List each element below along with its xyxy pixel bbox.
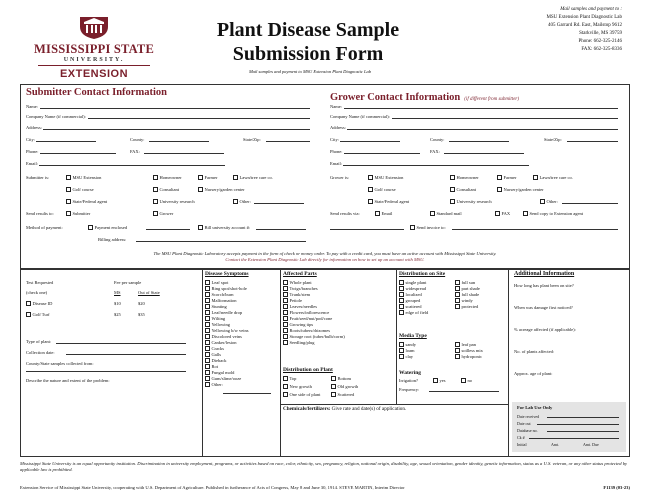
checkbox-icon[interactable] — [455, 292, 460, 297]
checkbox-icon[interactable] — [205, 382, 210, 387]
site-distribution-option-5[interactable]: edge of field — [399, 310, 428, 316]
grower-opt-nursery[interactable]: Nursery/garden center — [497, 187, 544, 193]
additional-info-section: Additional Information How long has plant been on site? When was damage first noticed? % acreage affected (if applicable): No. of plants affected: Approx. age of plant: — [514, 271, 576, 376]
affected-part-option-0[interactable]: Whole plant — [283, 280, 395, 286]
grower-opt-consultant[interactable]: Consultant — [450, 187, 476, 193]
site-exposure-option-0[interactable]: full sun — [455, 280, 480, 286]
checkbox-icon[interactable] — [399, 280, 404, 285]
grower-company-field[interactable] — [392, 114, 618, 119]
checkbox-icon[interactable] — [283, 310, 288, 315]
grower-opt-other[interactable]: Other: — [540, 199, 558, 205]
checkbox-icon[interactable] — [399, 354, 404, 359]
media-type-option-alt-2[interactable]: hydroponic — [455, 354, 483, 360]
distribution-site-section: Distribution on Site single plant widespread localized grouped scattered edge of field full sun part shade full shade windy protected Media Type sandy loam clay leaf pan soilless mix hydroponic Watering Irrigation? yes no Frequency: — [399, 271, 507, 396]
symptom-option-5[interactable]: Leaf/needle drop — [205, 310, 279, 316]
symptom-option-4[interactable]: Stunting — [205, 304, 279, 310]
logo-extension: EXTENSION — [59, 68, 129, 80]
checkbox-icon[interactable] — [399, 292, 404, 297]
affected-part-option-9[interactable]: Storage root (tuber/bulb/corm) — [283, 334, 395, 340]
checkbox-icon[interactable] — [399, 304, 404, 309]
test-disease-id[interactable]: Disease ID — [26, 301, 52, 307]
send-invoice-field[interactable] — [452, 225, 618, 230]
checkbox-icon[interactable] — [283, 298, 288, 303]
symptom-option-17[interactable]: Other: — [205, 382, 279, 388]
submitter-state-zip-field[interactable] — [266, 137, 310, 142]
site-exposure-option-2[interactable]: full shade — [455, 292, 480, 298]
grower-city-field[interactable] — [340, 137, 400, 142]
affected-part-option-5[interactable]: Flowers/inflorescence — [283, 310, 395, 316]
checkbox-icon[interactable] — [455, 342, 460, 347]
submitter-city-field[interactable] — [36, 137, 96, 142]
msu-extension-logo — [28, 14, 160, 80]
media-type-option-alt-0[interactable]: leaf pan — [455, 342, 483, 348]
checkbox-icon[interactable] — [205, 286, 210, 291]
lab-use-box: For Lab Use Only Date received Date out Database no. Ck # Initial Amt. Amt. Due — [512, 402, 626, 452]
checkbox-icon[interactable] — [283, 316, 288, 321]
dist-top[interactable]: Top — [283, 376, 296, 382]
grower-section: Grower Contact Information (if different from submitter) Name: Company Name (if commercial): Address: City: County: State/Zip: Phone: FAX: Email: Grower is: MSU Extension Homeowner Farmer Lawn/tree care co. Golf course Consultant Nursery/garden center State/Federal agent University research Other: Send results via: Email Standard mail FAX Send copy to Extension agent Send invoice to: — [330, 87, 625, 262]
collection-date-field[interactable] — [66, 350, 186, 355]
checkbox-icon[interactable] — [205, 280, 210, 285]
send-results-submitter[interactable]: Submitter — [66, 211, 90, 217]
checkbox-icon[interactable] — [399, 298, 404, 303]
dist-new-growth[interactable]: New growth — [283, 384, 312, 390]
symptom-option-11[interactable]: Cracks — [205, 346, 279, 352]
form-title: Plant Disease Sample Submission Form — [216, 19, 400, 65]
site-distribution-option-0[interactable]: single plant — [399, 280, 428, 286]
grower-opt-golf-course[interactable]: Golf course — [368, 187, 396, 193]
media-type-option-2[interactable]: clay — [399, 354, 416, 360]
submitter-opt-university[interactable]: University research — [153, 199, 195, 205]
submitter-email-field[interactable] — [39, 161, 225, 166]
dist-old-growth[interactable]: Old growth — [331, 384, 358, 390]
symptom-option-3[interactable]: Malformation — [205, 298, 279, 304]
checkbox-icon[interactable] — [455, 280, 460, 285]
logo-title: MISSISSIPPI STATE — [34, 42, 154, 56]
site-exposure-option-1[interactable]: part shade — [455, 286, 480, 292]
checkbox-icon[interactable] — [205, 328, 210, 333]
checkbox-icon[interactable] — [399, 342, 404, 347]
submitter-opt-lawn-tree[interactable]: Lawn/tree care co. — [233, 175, 273, 181]
grower-opt-lawn-tree[interactable]: Lawn/tree care co. — [533, 175, 573, 181]
grower-opt-homeowner[interactable]: Homeowner — [450, 175, 479, 181]
affected-part-option-8[interactable]: Roots/tubers/rhizomes — [283, 328, 395, 334]
checkbox-icon[interactable] — [283, 322, 288, 327]
symptom-option-15[interactable]: Fungal mold — [205, 370, 279, 376]
checkbox-icon[interactable] — [399, 310, 404, 315]
symptom-option-6[interactable]: Wilting — [205, 316, 279, 322]
submitter-heading: Submitter Contact Information — [26, 87, 167, 98]
footer-publication: Extension Service of Mississippi State University, cooperating with U.S. Department of Agriculture. Published in furtherance of Acts of Congress, May 8 and June 30, 1914. STEVE MARTIN, Interim Director F1139 (03-23) — [20, 485, 630, 490]
symptom-option-12[interactable]: Galls — [205, 352, 279, 358]
msu-seal-icon — [78, 14, 110, 40]
checkbox-icon[interactable] — [205, 370, 210, 375]
submitter-opt-farmer[interactable]: Farmer — [198, 175, 218, 181]
test-golf-turf[interactable]: Golf Turf — [26, 312, 50, 318]
submitter-address-field[interactable] — [43, 125, 310, 130]
checkbox-icon[interactable] — [283, 304, 288, 309]
checkbox-icon[interactable] — [399, 348, 404, 353]
checkbox-icon[interactable] — [455, 286, 460, 291]
checkbox-icon[interactable] — [455, 354, 460, 359]
site-distribution-option-1[interactable]: widespread — [399, 286, 428, 292]
symptom-option-13[interactable]: Dieback — [205, 358, 279, 364]
payment-enclosed[interactable]: Payment enclosed — [88, 225, 127, 231]
submitter-opt-golf-course[interactable]: Golf course — [66, 187, 94, 193]
submitter-opt-other[interactable]: Other: — [233, 199, 251, 205]
checkbox-icon[interactable] — [205, 346, 210, 351]
site-exposure-option-4[interactable]: protected — [455, 304, 480, 310]
form-subtitle: Mail samples and payment to MSU Extension Plant Diagnostic Lab — [248, 69, 372, 74]
affected-part-option-3[interactable]: Petiole — [283, 298, 395, 304]
dist-one-side[interactable]: One side of plant — [283, 392, 320, 398]
checkbox-icon[interactable] — [283, 286, 288, 291]
checkbox-icon[interactable] — [205, 310, 210, 315]
symptom-option-0[interactable]: Leaf spot — [205, 280, 279, 286]
symptom-option-9[interactable]: Discolored veins — [205, 334, 279, 340]
symptom-option-10[interactable]: Canker/lesion — [205, 340, 279, 346]
media-type-option-0[interactable]: sandy — [399, 342, 416, 348]
grower-address-field[interactable] — [347, 125, 618, 130]
grower-name-field[interactable] — [344, 104, 618, 109]
submitter-section: Submitter Contact Information Name: Company Name (if commercial): Address: City: County: State/Zip: Phone: FAX: Email: Submitter is: MSU Extension Homeowner Farmer Lawn/tree care co. Golf course Consultant Nursery/garden center State/Federal agent University research Other: Send results to: Submitter Grower Method of payment: Payment enclosed Bill university account #: Billing address: — [26, 87, 316, 262]
checkbox-icon[interactable] — [205, 364, 210, 369]
submitter-opt-nursery[interactable]: Nursery/garden center — [198, 187, 245, 193]
type-of-plant-field[interactable] — [56, 339, 186, 344]
logo-university: UNIVERSITY. — [63, 57, 125, 63]
checkbox-icon[interactable] — [205, 316, 210, 321]
checkbox-icon[interactable] — [455, 298, 460, 303]
checkbox-icon[interactable] — [283, 334, 288, 339]
grower-opt-msu-extension[interactable]: MSU Extension — [368, 175, 403, 181]
affected-part-option-7[interactable]: Growing tips — [283, 322, 395, 328]
checkbox-icon[interactable] — [283, 328, 288, 333]
dist-bottom[interactable]: Bottom — [331, 376, 351, 382]
disease-symptoms-list: Disease Symptoms Leaf spot Ring spot/shot-hole Scorch/burn Malformation Stunting Leaf/needle drop Wilting Yellowing Yellowing b/w veins Discolored veins Canker/lesion Cracks Galls Dieback Rot Fungal mold Gum/slime/ooze Other: — [205, 271, 279, 394]
site-distribution-option-4[interactable]: scattered — [399, 304, 428, 310]
lab-address: Mail samples and payment to : MSU Extension Plant Diagnostic Lab 405 Garrard Rd. East, Mailstop 9612 Starkville, MS 39759 Phone: 662-325-2146 FAX: 662-325-8336 — [546, 7, 622, 52]
grower-heading: Grower Contact Information (if different from submitter) — [330, 92, 520, 103]
submitter-opt-consultant[interactable]: Consultant — [153, 187, 179, 193]
billing-address-field[interactable] — [136, 237, 306, 242]
checkbox-icon[interactable] — [205, 352, 210, 357]
submitter-company-field[interactable] — [88, 114, 310, 119]
submitter-county-field[interactable] — [149, 137, 209, 142]
site-exposure-option-3[interactable]: windy — [455, 298, 480, 304]
site-distribution-option-2[interactable]: localized — [399, 292, 428, 298]
checkbox-icon[interactable] — [205, 304, 210, 309]
site-distribution-option-3[interactable]: grouped — [399, 298, 428, 304]
irrigation-no[interactable]: no — [461, 378, 472, 384]
checkbox-icon[interactable] — [455, 348, 460, 353]
checkbox-icon[interactable] — [205, 340, 210, 345]
grower-opt-farmer[interactable]: Farmer — [497, 175, 517, 181]
checkbox-icon[interactable] — [283, 280, 288, 285]
grower-fax-field[interactable] — [444, 149, 524, 154]
send-via-fax[interactable]: FAX — [495, 211, 510, 217]
submitter-opt-msu-extension[interactable]: MSU Extension — [66, 175, 101, 181]
grower-phone-field[interactable] — [344, 149, 420, 154]
send-via-standard-mail[interactable]: Standard mail — [430, 211, 462, 217]
tests-section: Test Requested Fee per sample (check one) MS Out of State Disease ID $10 $20 Golf Turf $25 $35 — [26, 280, 160, 317]
symptom-option-14[interactable]: Rot — [205, 364, 279, 370]
symptom-option-2[interactable]: Scorch/burn — [205, 292, 279, 298]
send-via-email[interactable]: Email — [375, 211, 392, 217]
media-type-option-1[interactable]: loam — [399, 348, 416, 354]
submitter-opt-state-federal[interactable]: State/Federal agent — [66, 199, 107, 205]
checkbox-icon[interactable] — [205, 358, 210, 363]
submitter-phone-field[interactable] — [40, 149, 116, 154]
grower-county-field[interactable] — [449, 137, 509, 142]
checkbox-icon[interactable] — [205, 322, 210, 327]
symptom-option-7[interactable]: Yellowing — [205, 322, 279, 328]
checkbox-icon[interactable] — [399, 286, 404, 291]
symptom-option-1[interactable]: Ring spot/shot-hole — [205, 286, 279, 292]
checkbox-icon[interactable] — [205, 334, 210, 339]
frequency-field[interactable] — [429, 387, 499, 392]
affected-part-option-4[interactable]: Leaves/needles — [283, 304, 395, 310]
affected-part-option-2[interactable]: Trunk/stem — [283, 292, 395, 298]
affected-part-option-6[interactable]: Fruit/seed/nut/pod/cone — [283, 316, 395, 322]
affected-parts-list: Affected Parts Whole plant Twigs/branches Trunk/stem Petiole Leaves/needles Flowers/inflorescence Fruit/seed/nut/pod/cone Growing tips Roots/tubers/rhizomes Storage root (tuber/bulb/corm) Seedling/plug — [283, 271, 395, 346]
bill-university-account[interactable]: Bill university account #: — [198, 225, 250, 231]
symptom-option-8[interactable]: Yellowing b/w veins — [205, 328, 279, 334]
send-invoice-to[interactable]: Send invoice to: — [410, 225, 446, 231]
checkbox-icon[interactable] — [205, 376, 210, 381]
submitter-opt-homeowner[interactable]: Homeowner — [153, 175, 182, 181]
checkbox-icon[interactable] — [283, 292, 288, 297]
submitter-fax-field[interactable] — [144, 149, 224, 154]
send-copy-to-agent[interactable]: Send copy to Extension agent — [523, 211, 583, 217]
grower-email-field[interactable] — [343, 161, 529, 166]
grower-state-zip-field[interactable] — [567, 137, 618, 142]
footer-disclaimer: Mississippi State University is an equal opportunity institution. Discrimination in university employment, programs, or activities based on race, color, ethnicity, sex, pregnancy, religion, national origin, disability, age, sexual orientation, gender identity, genetic information, status as a U.S. veteran, or any other status protected by applicable law is prohibited. — [20, 461, 628, 473]
payment-notice: The MSU Plant Diagnostic Laboratory accepts payment in the form of check or money order. To pay with a credit card, you must have an active account with Mississippi State University. Contact the Extension Plant Diagnostic Lab directly for information on how to set up an account with MSU. — [153, 251, 497, 262]
distribution-plant-section: Distribution on Plant Top Bottom New growth Old growth One side of plant Scattered — [283, 367, 359, 397]
checkbox-icon[interactable] — [455, 304, 460, 309]
irrigation-yes[interactable]: yes — [433, 378, 446, 384]
symptom-option-16[interactable]: Gum/slime/ooze — [205, 376, 279, 382]
submitter-name-field[interactable] — [40, 104, 310, 109]
grower-opt-state-federal[interactable]: State/Federal agent — [368, 199, 409, 205]
checkbox-icon[interactable] — [283, 340, 288, 345]
checkbox-icon[interactable] — [205, 292, 210, 297]
dist-scattered[interactable]: Scattered — [331, 392, 354, 398]
media-type-option-alt-1[interactable]: soilless mix — [455, 348, 483, 354]
affected-part-option-10[interactable]: Seedling/plug — [283, 340, 395, 346]
chemicals-section: Chemicals/fertilizers: Give rate and date(s) of application. — [283, 406, 407, 412]
checkbox-icon[interactable] — [205, 298, 210, 303]
affected-part-option-1[interactable]: Twigs/branches — [283, 286, 395, 292]
send-results-grower[interactable]: Grower — [153, 211, 173, 217]
grower-opt-university[interactable]: University research — [450, 199, 492, 205]
account-number-field[interactable] — [256, 225, 306, 230]
